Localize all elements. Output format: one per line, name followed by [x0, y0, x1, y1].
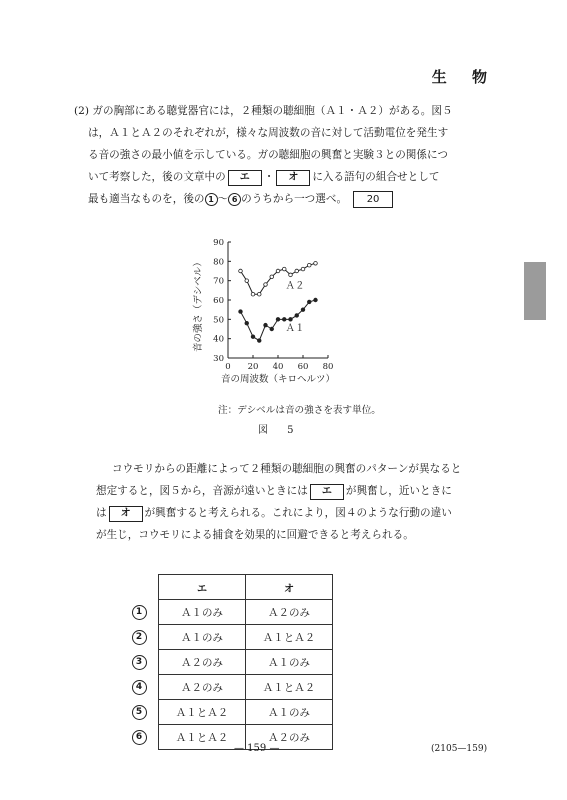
table-row: 5 Ａ１とＡ２ Ａ１のみ: [120, 700, 333, 725]
x-tick-label: 80: [322, 362, 334, 372]
series-label-a1: Ａ１: [285, 322, 305, 334]
y-tick-label: 50: [213, 315, 224, 326]
row-number: 2: [132, 630, 147, 645]
row-number: 4: [132, 680, 147, 695]
y-tick-label: 80: [213, 257, 224, 268]
header-e: エ: [159, 575, 246, 600]
row-number: 5: [132, 705, 147, 720]
passage-line-4: が生じ，コウモリによる捕食を効果的に回避できると考えられる。: [96, 529, 414, 541]
question-line-2: は，Ａ１とＡ２のそれぞれが，様々な周波数の音に対して活動電位を発生す: [88, 127, 449, 139]
series-1-point: [314, 261, 318, 265]
answer-number-box: 20: [353, 191, 393, 208]
series-1-point: [251, 292, 255, 296]
question-line-4: いて考察した，後の文章中の エ ・ オ に入る語句の組合せとして: [88, 166, 493, 188]
series-1-point: [282, 267, 286, 271]
question-line-1: (2) ガの胸部にある聴覚器官には，２種類の聴細胞（Ａ１・Ａ２）がある。図５: [74, 105, 453, 117]
section-tab: [524, 262, 546, 320]
y-axis-label: 音の強さ（デシベル）: [193, 257, 204, 352]
figure-note: 注：デシベルは音の強さを表す単位。: [218, 405, 381, 416]
x-tick-label: 20: [247, 362, 259, 372]
question-number: (2): [74, 105, 90, 117]
figure-caption: 図 5: [258, 425, 302, 436]
figure-5-chart: [190, 232, 350, 402]
series-2-point: [264, 323, 268, 327]
series-1-point: [295, 269, 299, 273]
series-2-point: [257, 339, 261, 343]
blank-e-box: エ: [228, 170, 262, 186]
row-number: 1: [132, 605, 147, 620]
passage-paragraph: [96, 458, 517, 546]
passage-blank-o: オ: [109, 506, 143, 522]
table-header-row: [120, 575, 333, 600]
series-1-point: [276, 269, 280, 273]
row-number: 3: [132, 655, 147, 670]
question-line-3: る音の強さの最小値を示している。ガの聴細胞の興奮と実験３との関係につ: [88, 149, 448, 161]
x-tick-label: 40: [272, 362, 284, 372]
series-2-point: [270, 327, 274, 331]
y-tick-label: 70: [213, 276, 224, 287]
table-row: 4 Ａ２のみ Ａ１とＡ２: [120, 675, 333, 700]
table-row: 2 Ａ１のみ Ａ１とＡ２: [120, 625, 333, 650]
header-o: オ: [246, 575, 333, 600]
series-1-point: [264, 283, 268, 287]
series-2-point: [282, 318, 286, 322]
series-label-a2: Ａ２: [285, 280, 305, 292]
question-line-5: 最も適当なものを，後の 1 ～ 6 のうちから一つ選べ。 20: [88, 188, 493, 210]
passage-line-1: コウモリからの距離によって２種類の聴細胞の興奮のパターンが異なると: [112, 463, 462, 475]
row-number: 6: [132, 730, 147, 745]
y-tick-label: 30: [213, 354, 224, 364]
series-1-point: [289, 273, 293, 277]
table-row: 3 Ａ２のみ Ａ１のみ: [120, 650, 333, 675]
series-1-point: [257, 292, 261, 296]
question-paragraph: [74, 100, 493, 210]
series-2-point: [239, 310, 243, 314]
page-number: — 159 —: [234, 743, 280, 754]
x-axis-label: 音の周波数（キロヘルツ）: [220, 374, 336, 385]
page-code: (2105—159): [431, 744, 488, 754]
series-2-point: [307, 300, 311, 304]
x-tick-label: 60: [297, 362, 309, 372]
series-1-point: [245, 279, 249, 283]
passage-blank-e: エ: [310, 484, 344, 500]
series-2-point: [295, 314, 299, 318]
choice-circle-6: 6: [228, 193, 241, 206]
series-2-point: [289, 318, 293, 322]
answer-table: [120, 574, 333, 750]
series-1-point: [270, 275, 274, 279]
series-2-point: [276, 318, 280, 322]
passage-line-3: は オ が興奮すると考えられる。これにより，図４のような行動の違い: [96, 502, 517, 524]
series-2-point: [314, 298, 318, 302]
x-tick-label: 0: [225, 362, 231, 372]
series-2-point: [301, 308, 305, 312]
y-tick-label: 90: [213, 238, 224, 248]
series-1-point: [301, 267, 305, 271]
series-2-point: [251, 335, 255, 339]
table-row: 6 Ａ１とＡ２ Ａ２のみ: [120, 725, 333, 750]
table-row: 1 Ａ１のみ Ａ２のみ: [120, 600, 333, 625]
y-tick-label: 60: [213, 296, 224, 306]
passage-line-2: 想定すると，図５から，音源が遠いときには エ が興奮し，近いときに: [96, 480, 517, 502]
series-1-point: [239, 269, 243, 273]
choice-circle-1: 1: [205, 193, 218, 206]
series-2-point: [245, 321, 249, 325]
subject-header: 生 物: [431, 68, 497, 86]
blank-o-box: オ: [276, 170, 310, 186]
y-tick-label: 40: [213, 334, 224, 345]
series-1-point: [307, 263, 311, 267]
